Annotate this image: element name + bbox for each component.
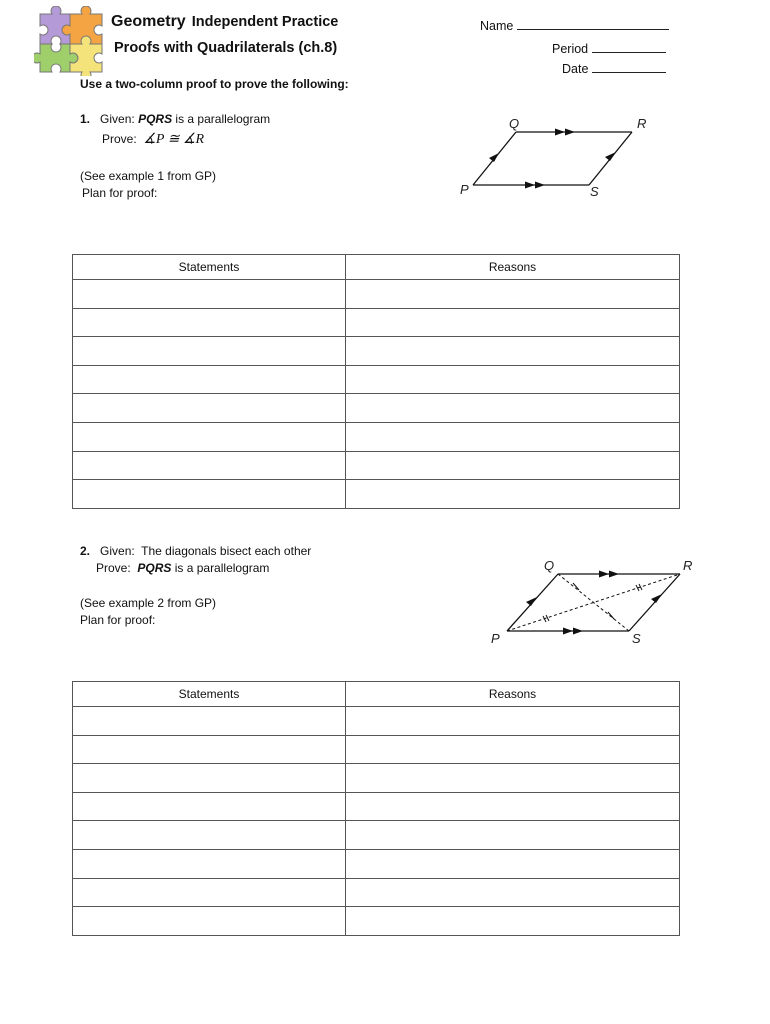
reason-cell[interactable]	[346, 907, 680, 936]
statement-cell[interactable]	[73, 365, 346, 394]
vertex-s: S	[632, 631, 641, 646]
table-row[interactable]	[73, 735, 680, 764]
statement-cell[interactable]	[73, 764, 346, 793]
table-row[interactable]	[73, 337, 680, 366]
problem-2-note: (See example 2 from GP)	[80, 596, 217, 610]
name-label: Name	[480, 19, 514, 33]
arrow-mark	[599, 571, 609, 578]
reason-cell[interactable]	[346, 735, 680, 764]
table-row[interactable]	[73, 792, 680, 821]
problem-1-number: 1.	[80, 112, 91, 126]
vertex-q: Q	[544, 558, 555, 573]
table-row[interactable]	[73, 849, 680, 878]
statement-cell[interactable]	[73, 451, 346, 480]
problem-2-given	[80, 544, 311, 558]
reason-cell[interactable]	[346, 308, 680, 337]
reason-cell[interactable]	[346, 849, 680, 878]
reason-cell[interactable]	[346, 280, 680, 309]
arrow-mark	[535, 182, 545, 189]
vertex-p: P	[460, 182, 469, 197]
parallelogram-figure-1	[455, 112, 660, 202]
statements-header: Statements	[73, 682, 346, 707]
proof-table-2	[72, 681, 680, 936]
problem-2-number: 2.	[80, 544, 91, 558]
arrow-mark	[651, 594, 662, 603]
statement-cell[interactable]	[73, 337, 346, 366]
prove-figure: PQRS	[137, 561, 172, 575]
reason-cell[interactable]	[346, 878, 680, 907]
table-row[interactable]	[73, 907, 680, 936]
prove-label: Prove:	[96, 561, 131, 575]
table-row[interactable]	[73, 451, 680, 480]
given-label: Given:	[100, 112, 135, 126]
arrow-mark	[605, 152, 616, 161]
arrow-mark	[563, 628, 573, 635]
reason-cell[interactable]	[346, 480, 680, 509]
reasons-header: Reasons	[346, 255, 680, 280]
problem-1-plan: Plan for proof:	[82, 186, 158, 200]
table-header-row	[73, 682, 680, 707]
table-row[interactable]	[73, 480, 680, 509]
title-sub: Independent Practice	[191, 14, 339, 30]
statement-cell[interactable]	[73, 849, 346, 878]
given-label: Given:	[100, 544, 135, 558]
problem-1-prove	[102, 131, 204, 148]
reason-cell[interactable]	[346, 764, 680, 793]
statement-cell[interactable]	[73, 907, 346, 936]
statement-cell[interactable]	[73, 735, 346, 764]
tick-mark	[608, 612, 614, 619]
period-label: Period	[552, 42, 589, 56]
given-figure: PQRS	[138, 112, 173, 126]
arrow-mark	[489, 153, 499, 162]
reason-cell[interactable]	[346, 337, 680, 366]
date-blank[interactable]	[592, 62, 666, 73]
statement-cell[interactable]	[73, 422, 346, 451]
statement-cell[interactable]	[73, 792, 346, 821]
title-main: Geometry	[111, 13, 186, 30]
period-blank[interactable]	[592, 42, 666, 53]
table-row[interactable]	[73, 878, 680, 907]
table-row[interactable]	[73, 394, 680, 423]
table-row[interactable]	[73, 365, 680, 394]
statement-cell[interactable]	[73, 707, 346, 736]
reasons-header: Reasons	[346, 682, 680, 707]
statements-header: Statements	[73, 255, 346, 280]
reason-cell[interactable]	[346, 451, 680, 480]
reason-cell[interactable]	[346, 394, 680, 423]
statement-cell[interactable]	[73, 480, 346, 509]
table-row[interactable]	[73, 764, 680, 793]
name-blank[interactable]	[517, 19, 669, 30]
proof-table-1	[72, 254, 680, 509]
statement-cell[interactable]	[73, 308, 346, 337]
problem-2-plan: Plan for proof:	[80, 613, 156, 627]
table-header-row	[73, 255, 680, 280]
statement-cell[interactable]	[73, 280, 346, 309]
puzzle-logo-icon	[34, 6, 108, 76]
statement-cell[interactable]	[73, 878, 346, 907]
vertex-s: S	[590, 184, 599, 199]
tick-mark	[546, 615, 549, 621]
table-row[interactable]	[73, 308, 680, 337]
arrow-mark	[555, 129, 565, 136]
table-row[interactable]	[73, 280, 680, 309]
arrow-mark	[609, 571, 619, 578]
table-row[interactable]	[73, 422, 680, 451]
reason-cell[interactable]	[346, 821, 680, 850]
arrow-mark	[525, 182, 535, 189]
name-field[interactable]	[480, 19, 669, 33]
table-row[interactable]	[73, 707, 680, 736]
worksheet-title	[111, 13, 338, 31]
instructions: Use a two-column proof to prove the following:	[80, 77, 349, 91]
problem-1-note: (See example 1 from GP)	[80, 169, 217, 183]
reason-cell[interactable]	[346, 422, 680, 451]
diagonal-qs	[558, 574, 629, 631]
statement-cell[interactable]	[73, 394, 346, 423]
worksheet-subtitle: Proofs with Quadrilaterals (ch.8)	[114, 40, 338, 56]
table-row[interactable]	[73, 821, 680, 850]
problem-1-given	[80, 112, 270, 126]
reason-cell[interactable]	[346, 365, 680, 394]
given-text: is a parallelogram	[172, 112, 271, 126]
date-label: Date	[562, 62, 589, 76]
arrow-mark	[526, 597, 537, 606]
prove-text: is a parallelogram	[171, 561, 270, 575]
statement-cell[interactable]	[73, 821, 346, 850]
parallelogram-figure-2	[485, 553, 700, 648]
reason-cell[interactable]	[346, 707, 680, 736]
prove-expression: ∡P ≅ ∡R	[143, 132, 205, 147]
arrow-mark	[573, 628, 583, 635]
problem-2-prove	[96, 561, 269, 575]
vertex-p: P	[491, 631, 500, 646]
arrow-mark	[565, 129, 575, 136]
prove-label: Prove:	[102, 132, 137, 146]
vertex-r: R	[683, 558, 693, 573]
vertex-q: Q	[509, 116, 520, 131]
date-field[interactable]	[562, 62, 666, 76]
vertex-r: R	[637, 116, 647, 131]
given-text: The diagonals bisect each other	[141, 544, 312, 558]
reason-cell[interactable]	[346, 792, 680, 821]
period-field[interactable]	[552, 42, 666, 56]
tick-mark	[543, 616, 546, 622]
